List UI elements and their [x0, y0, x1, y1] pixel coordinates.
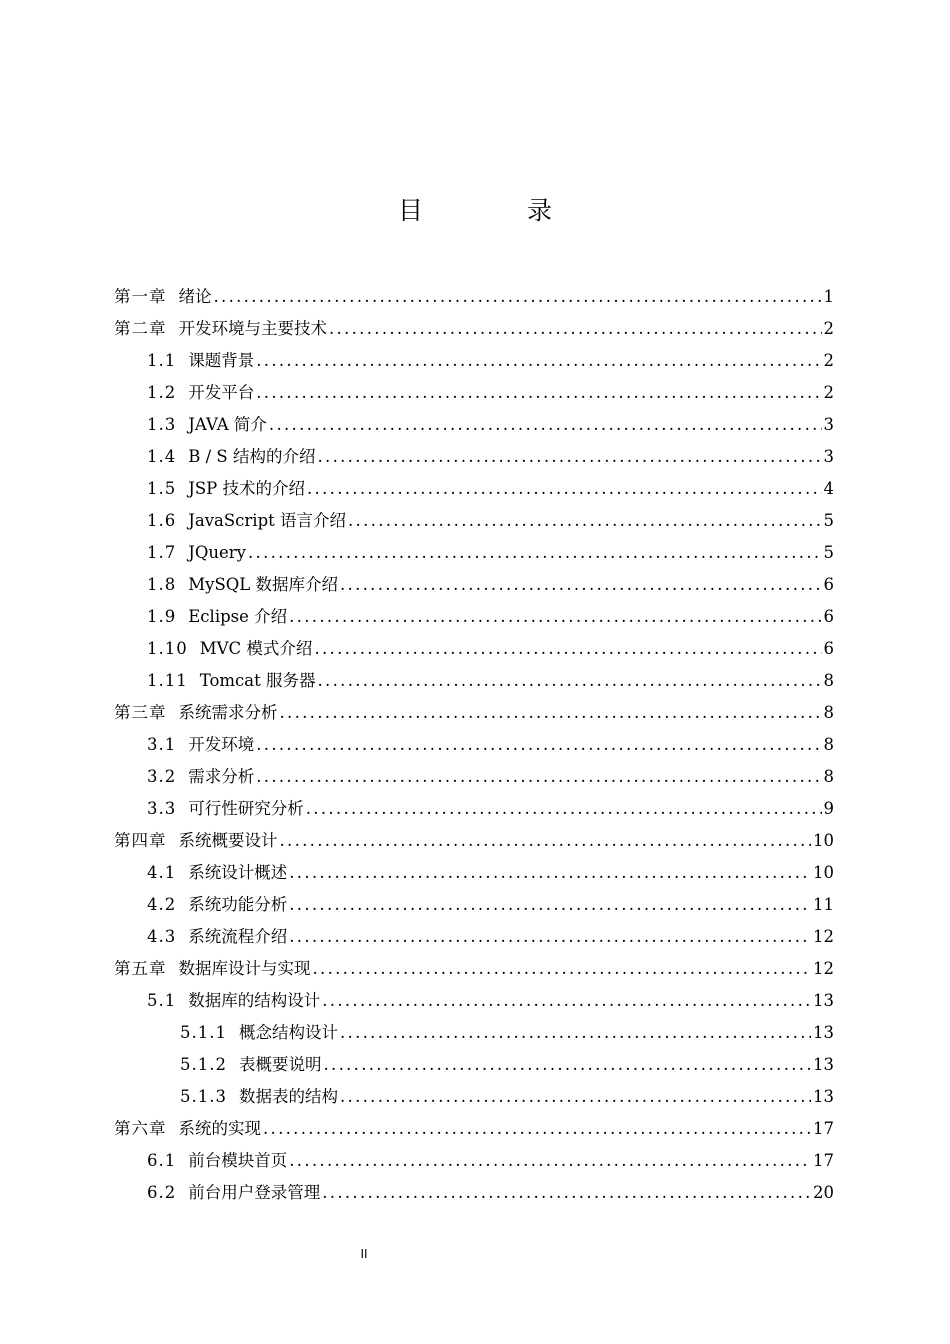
toc-entry[interactable] [114, 1017, 834, 1049]
toc-entry[interactable] [114, 473, 834, 505]
toc-entry-page: 20 [813, 1183, 834, 1202]
dot-leader [280, 825, 812, 857]
toc-entry-title: 需求分析 [188, 767, 255, 786]
toc-entry[interactable] [114, 345, 834, 377]
toc-entry[interactable] [114, 441, 834, 473]
toc-entry-page: 2 [823, 383, 834, 402]
toc-entry[interactable] [114, 505, 834, 537]
toc-entry-page: 13 [813, 1055, 834, 1074]
toc-entry-page: 10 [813, 831, 834, 850]
page-number-footer: II [360, 1247, 368, 1261]
dot-leader [318, 665, 822, 697]
toc-entry[interactable] [114, 409, 834, 441]
dot-leader [289, 601, 821, 633]
toc-entry-number: 6.2 [147, 1183, 177, 1202]
toc-entry-number: 第一章 [114, 287, 167, 306]
toc-entry-number: 1.9 [147, 607, 177, 626]
toc-entry[interactable] [114, 921, 834, 953]
toc-entry[interactable] [114, 377, 834, 409]
dot-leader [314, 633, 821, 665]
toc-entry[interactable] [114, 857, 834, 889]
toc-entry-number: 第四章 [114, 831, 167, 850]
toc-entry-page: 13 [813, 1087, 834, 1106]
toc-entry-number: 6.1 [147, 1151, 177, 1170]
toc-entry-number: 1.1 [147, 351, 177, 370]
toc-entry-page: 9 [823, 799, 834, 818]
toc-entry-page: 1 [823, 287, 834, 306]
toc-entry[interactable] [114, 985, 834, 1017]
toc-entry[interactable] [114, 569, 834, 601]
toc-entry[interactable] [114, 825, 834, 857]
dot-leader [256, 761, 821, 793]
toc-entry-title: MVC 模式介绍 [199, 639, 313, 658]
toc-entry-page: 12 [813, 959, 834, 978]
dot-leader [340, 569, 822, 601]
dot-leader [289, 921, 811, 953]
toc-entry-page: 10 [813, 863, 834, 882]
toc-entry-title: 前台用户登录管理 [188, 1183, 321, 1202]
toc-entry-page: 2 [823, 319, 834, 338]
toc-entry-title: MySQL 数据库介绍 [188, 575, 338, 594]
toc-entry-number: 5.1.2 [180, 1055, 227, 1074]
toc-entry-title: 前台模块首页 [188, 1151, 288, 1170]
toc-entry-number: 3.3 [147, 799, 177, 818]
toc-entry-title: 概念结构设计 [238, 1023, 338, 1042]
toc-entry-number: 1.6 [147, 511, 177, 530]
toc-entry[interactable] [114, 1081, 834, 1113]
toc-entry-number: 1.5 [147, 479, 177, 498]
dot-leader [329, 313, 822, 345]
toc-entry-title: 开发平台 [188, 383, 255, 402]
toc-entry-page: 5 [823, 543, 834, 562]
toc-entry-page: 3 [823, 447, 834, 466]
toc-entry-page: 8 [823, 671, 834, 690]
toc-entry[interactable] [114, 1177, 834, 1209]
dot-leader [322, 985, 811, 1017]
toc-entry[interactable] [114, 537, 834, 569]
toc-entry-number: 4.3 [147, 927, 177, 946]
toc-entry-title: JQuery [188, 543, 246, 562]
toc-entry-page: 12 [813, 927, 834, 946]
toc-entry-title: 可行性研究分析 [188, 799, 304, 818]
toc-entry[interactable] [114, 633, 834, 665]
toc-entry[interactable] [114, 665, 834, 697]
toc-entry-page: 4 [823, 479, 834, 498]
toc-entry-number: 第六章 [114, 1119, 167, 1138]
toc-entry[interactable] [114, 889, 834, 921]
toc-entry-title: JAVA 简介 [188, 415, 267, 434]
toc-entry-number: 1.11 [147, 671, 188, 690]
toc-entry[interactable] [114, 1049, 834, 1081]
dot-leader [317, 441, 821, 473]
toc-entry-number: 1.8 [147, 575, 177, 594]
toc-entry-title: 表概要说明 [238, 1055, 322, 1074]
toc-entry-title: 开发环境 [188, 735, 255, 754]
toc-entry-number: 4.2 [147, 895, 177, 914]
toc-entry-number: 4.1 [147, 863, 177, 882]
toc-entry-title: 系统流程介绍 [188, 927, 288, 946]
toc-entry-page: 13 [813, 1023, 834, 1042]
toc-entry-title: 系统设计概述 [188, 863, 288, 882]
toc-entry-title: 系统的实现 [178, 1119, 261, 1138]
toc-entry-number: 5.1.1 [180, 1023, 227, 1042]
page-title: 目 录 [398, 195, 600, 225]
toc-entry-number: 1.7 [147, 543, 177, 562]
toc-entry[interactable] [114, 953, 834, 985]
toc-entry-page: 6 [823, 575, 834, 594]
toc-entry[interactable] [114, 697, 834, 729]
toc-entry-title: 数据表的结构 [238, 1087, 338, 1106]
dot-leader [348, 505, 821, 537]
toc-entry-page: 8 [823, 703, 834, 722]
toc-entry-page: 13 [813, 991, 834, 1010]
dot-leader [280, 697, 822, 729]
toc-entry-number: 3.1 [147, 735, 177, 754]
toc-entry-page: 11 [813, 895, 834, 914]
toc-entry-page: 8 [823, 767, 834, 786]
dot-leader [256, 345, 821, 377]
toc-entry-number: 5.1.3 [180, 1087, 227, 1106]
toc-entry-page: 5 [823, 511, 834, 530]
toc-entry[interactable] [114, 1145, 834, 1177]
toc-entry[interactable] [114, 281, 834, 313]
dot-leader [322, 1177, 811, 1209]
dot-leader [256, 377, 821, 409]
toc-entry-title: Eclipse 介绍 [188, 607, 288, 626]
dot-leader [313, 953, 812, 985]
toc-entry-title: JSP 技术的介绍 [188, 479, 306, 498]
toc-entry-page: 6 [823, 639, 834, 658]
toc-entry-number: 1.3 [147, 415, 177, 434]
dot-leader [323, 1049, 811, 1081]
toc-entry-title: 开发环境与主要技术 [178, 319, 327, 338]
dot-leader [306, 793, 822, 825]
toc-entry-number: 1.4 [147, 447, 177, 466]
toc-entry-number: 3.2 [147, 767, 177, 786]
toc-entry[interactable] [114, 313, 834, 345]
toc-entry-title: 课题背景 [188, 351, 255, 370]
dot-leader [340, 1017, 811, 1049]
toc-entry-title: 绪论 [178, 287, 212, 306]
toc-entry[interactable] [114, 729, 834, 761]
toc-entry-title: Tomcat 服务器 [199, 671, 316, 690]
dot-leader [248, 537, 822, 569]
dot-leader [289, 889, 811, 921]
toc-entry-page: 3 [823, 415, 834, 434]
toc-entry[interactable] [114, 1113, 834, 1145]
toc-entry-number: 第三章 [114, 703, 167, 722]
dot-leader [289, 857, 811, 889]
toc-entry-title: 系统概要设计 [178, 831, 278, 850]
toc-entry-title: 系统功能分析 [188, 895, 288, 914]
table-of-contents [114, 281, 834, 1209]
dot-leader [263, 1113, 811, 1145]
dot-leader [340, 1081, 811, 1113]
toc-entry-number: 第二章 [114, 319, 167, 338]
toc-entry[interactable] [114, 601, 834, 633]
toc-entry[interactable] [114, 761, 834, 793]
dot-leader [214, 281, 822, 313]
toc-entry[interactable] [114, 793, 834, 825]
dot-leader [289, 1145, 811, 1177]
toc-entry-page: 17 [813, 1119, 834, 1138]
dot-leader [307, 473, 821, 505]
dot-leader [269, 409, 822, 441]
toc-entry-page: 6 [823, 607, 834, 626]
toc-entry-page: 8 [823, 735, 834, 754]
toc-entry-page: 17 [813, 1151, 834, 1170]
toc-entry-number: 1.2 [147, 383, 177, 402]
toc-entry-title: JavaScript 语言介绍 [188, 511, 347, 530]
toc-entry-number: 第五章 [114, 959, 167, 978]
toc-entry-number: 1.10 [147, 639, 188, 658]
toc-entry-title: B / S 结构的介绍 [188, 447, 316, 466]
toc-entry-title: 系统需求分析 [178, 703, 278, 722]
toc-entry-title: 数据库的结构设计 [188, 991, 321, 1010]
toc-entry-number: 5.1 [147, 991, 177, 1010]
toc-entry-title: 数据库设计与实现 [178, 959, 311, 978]
dot-leader [256, 729, 821, 761]
toc-entry-page: 2 [823, 351, 834, 370]
